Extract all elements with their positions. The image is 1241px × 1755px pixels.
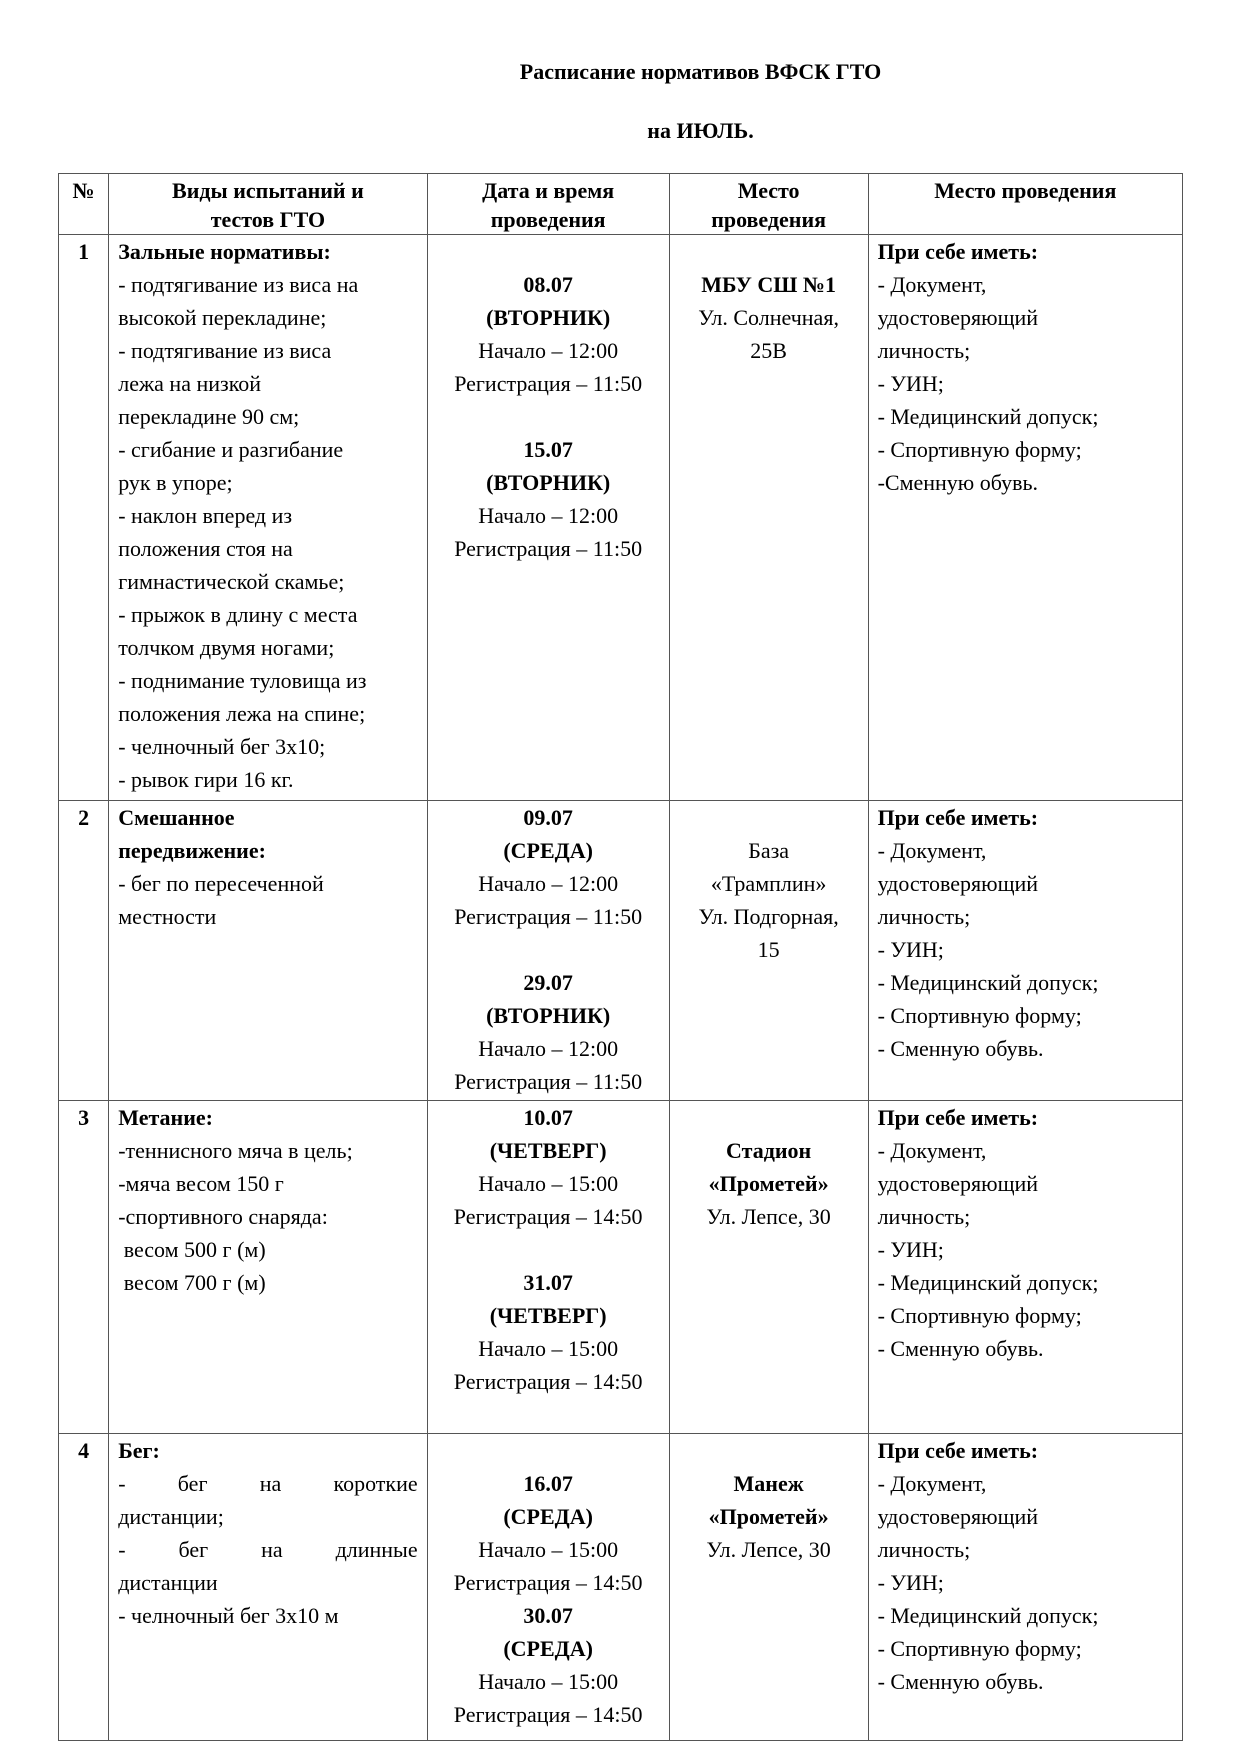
- date-cell: 16.07 (СРЕДА) Начало – 15:00 Регистрация – 14:50 30.07 (СРЕДА) Начало – 15:00 Регистрация – 14:50: [427, 1434, 669, 1741]
- row-number: 4: [59, 1434, 109, 1741]
- table-row: [59, 1101, 1183, 1434]
- notes-cell: При себе иметь: - Документ, удостоверяющий личность; - УИН; - Медицинский допуск; - Спортивную форму; - Сменную обувь.: [868, 1101, 1182, 1434]
- notes-cell: При себе иметь: - Документ, удостоверяющий личность; - УИН; - Медицинский допуск; - Спортивную форму; - Сменную обувь.: [868, 1434, 1182, 1741]
- header-place: Место проведения: [669, 174, 868, 235]
- date-cell: 08.07 (ВТОРНИК) Начало – 12:00 Регистрация – 11:50 15.07 (ВТОРНИК) Начало – 12:00 Регистрация – 11:50: [427, 235, 669, 801]
- place-cell: МБУ СШ №1 Ул. Солнечная, 25В: [669, 235, 868, 801]
- row-number: 1: [59, 235, 109, 801]
- schedule-table: [58, 173, 1183, 1741]
- notes-cell: При себе иметь: - Документ, удостоверяющий личность; - УИН; - Медицинский допуск; - Спортивную форму; -Сменную обувь.: [868, 235, 1182, 801]
- header-num: №: [59, 174, 109, 235]
- table-header-row: [59, 174, 1183, 235]
- header-tests: Виды испытаний и тестов ГТО: [109, 174, 427, 235]
- table-row: [59, 1434, 1183, 1741]
- row-number: 3: [59, 1101, 109, 1434]
- place-cell: Манеж «Прометей» Ул. Лепсе, 30: [669, 1434, 868, 1741]
- tests-cell: Бег: - бег на короткие дистанции; - бег на длинные дистанции - челночный бег 3х10 м: [109, 1434, 427, 1741]
- table-row: [59, 235, 1183, 801]
- table-row: [59, 801, 1183, 1101]
- date-cell: 09.07 (СРЕДА) Начало – 12:00 Регистрация – 11:50 29.07 (ВТОРНИК) Начало – 12:00 Регистрация – 11:50: [427, 801, 669, 1101]
- document-title: Расписание нормативов ВФСК ГТО: [519, 59, 882, 84]
- place-cell: Стадион «Прометей» Ул. Лепсе, 30: [669, 1101, 868, 1434]
- date-cell: 10.07 (ЧЕТВЕРГ) Начало – 15:00 Регистрация – 14:50 31.07 (ЧЕТВЕРГ) Начало – 15:00 Регистрация – 14:50: [427, 1101, 669, 1434]
- header-date: Дата и время проведения: [427, 174, 669, 235]
- header-notes: Место проведения: [868, 174, 1182, 235]
- row-number: 2: [59, 801, 109, 1101]
- tests-cell: Смешанное передвижение: - бег по пересеченной местности: [109, 801, 427, 1101]
- place-cell: База «Трамплин» Ул. Подгорная, 15: [669, 801, 868, 1101]
- tests-cell: Зальные нормативы: - подтягивание из виса на высокой перекладине; - подтягивание из виса лежа на низкой перекладине 90 см; - сгибание и разгибание рук в упоре; - наклон вперед из положения стоя на гимнастической скамье; - прыжок в длину с места толчком двумя ногами; - поднимание туловища из положения лежа на спине; - челночный бег 3х10; - рывок гири 16 кг.: [109, 235, 427, 801]
- notes-cell: При себе иметь: - Документ, удостоверяющий личность; - УИН; - Медицинский допуск; - Спортивную форму; - Сменную обувь.: [868, 801, 1182, 1101]
- document-subtitle: на ИЮЛЬ.: [647, 118, 754, 143]
- tests-cell: Метание: -теннисного мяча в цель; -мяча весом 150 г -спортивного снаряда: весом 500 г (м) весом 700 г (м): [109, 1101, 427, 1434]
